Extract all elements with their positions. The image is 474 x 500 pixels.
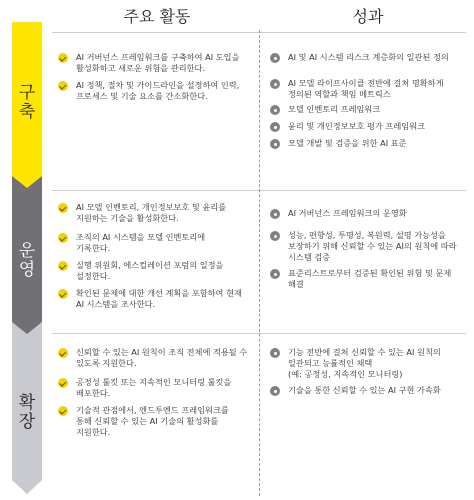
scale-activity-text: 공정성 툴킷 또는 지속적인 모니터링 툴킷을 배포한다. (76, 377, 232, 398)
build-outcome-item (270, 104, 466, 115)
build-outcome-text: AI 모델 라이프사이클 전반에 걸쳐 명확하게 정의된 역할과 책임 메트릭스 (288, 78, 444, 99)
operate-activity-item (58, 288, 254, 310)
dot-icon (270, 348, 280, 358)
scale-outcome-item (270, 385, 466, 396)
scale-activity-item (58, 377, 254, 399)
build-outcome-item (270, 121, 466, 132)
dot-icon (270, 79, 280, 89)
operate-outcome-item (270, 208, 466, 219)
build-outcome-text: AI 및 AI 시스템 리스크 계층화의 일관된 정의 (288, 52, 449, 62)
build-outcome-text: 윤리 및 개인정보보호 평가 프레임워크 (288, 121, 425, 131)
dot-icon (270, 231, 280, 241)
operate-activity-item (58, 232, 254, 254)
operate-activity-item (58, 260, 254, 282)
stage-label-build (12, 84, 42, 122)
check-icon (58, 289, 68, 299)
operate-activity-item (58, 202, 254, 224)
scale-outcome-text: 기술을 통한 신뢰할 수 있는 AI 구현 가속화 (288, 385, 441, 395)
stage-arrow-operate (12, 176, 42, 336)
dot-icon (270, 105, 280, 115)
scale-activity-text: 신뢰할 수 있는 AI 원칙이 조직 전체에 적용될 수 있도록 지원한다. (76, 347, 248, 368)
build-outcome-text: 모델 인벤토리 프레임워크 (288, 104, 381, 114)
activities-header: 주요 활동 (123, 7, 191, 26)
stage-label-build-char-1: 구 (18, 83, 36, 103)
build-outcome-item (270, 52, 466, 63)
check-icon (58, 378, 68, 388)
build-activity-item (58, 80, 254, 102)
build-activity-text: AI 정책, 절차 및 가이드라인을 설정하여 인력, 프로세스 및 기술 요소를 간소화한다. (76, 80, 240, 101)
dot-icon (270, 53, 280, 63)
dot-icon (270, 122, 280, 132)
dot-icon (270, 139, 280, 149)
operate-activity-text: 확인된 문제에 대한 개선 계획을 포함하여 현재 AI 시스템을 조사한다. (76, 288, 242, 309)
build-outcome-item (270, 138, 466, 149)
check-icon (58, 81, 68, 91)
operate-outcome-text: 성능, 편향성, 투명성, 복원력, 설명 가능성을 보장하기 위해 신뢰할 수 있는 AI의 원칙에 따라 시스템 검증 (288, 230, 457, 262)
stage-label-scale-char-2: 장 (18, 412, 36, 432)
operate-outcome-text: 표준리스트로부터 검증된 확인된 위험 및 문제 해결 (288, 268, 452, 289)
outcomes-header: 성과 (352, 7, 384, 26)
check-icon (58, 348, 68, 358)
scale-outcome-item (270, 347, 466, 380)
stage-label-operate-char-1: 운 (18, 241, 36, 261)
operate-activity-text: AI 모델 인벤토리, 개인정보보호 및 윤리를 지원하는 기술을 활성화한다. (76, 202, 227, 223)
operate-outcome-item (270, 230, 466, 263)
scale-activity-text: 기술적 관점에서, 엔드투엔드 프레임워크를 통해 신뢰할 수 있는 AI 기술의 활성화를 지원한다. (76, 405, 229, 437)
check-icon (58, 53, 68, 63)
dot-icon (270, 269, 280, 279)
stage-label-build-char-2: 축 (18, 102, 36, 122)
stage-label-scale-char-1: 확 (18, 393, 36, 413)
scale-activity-item (58, 347, 254, 369)
check-icon (58, 233, 68, 243)
operate-activity-text: 조직의 AI 시스템을 모델 인벤토리에 기록한다. (76, 232, 206, 253)
stage-label-operate (12, 242, 42, 280)
scale-outcome-text: 기능 전반에 걸쳐 신뢰할 수 있는 AI 원칙의 일관되고 능률적인 채택 (예: 공정성, 지속적인 모니터링) (288, 347, 441, 379)
build-outcome-item (270, 78, 466, 100)
check-icon (58, 261, 68, 271)
stage-arrow-build (12, 22, 42, 190)
operate-outcome-item (270, 268, 466, 290)
dot-icon (270, 386, 280, 396)
build-outcome-text: 모델 개발 및 검증을 위한 AI 표준 (288, 138, 407, 148)
stage-label-operate-char-2: 영 (18, 260, 36, 280)
check-icon (58, 203, 68, 213)
operate-outcome-text: AI 거버넌스 프레임워크의 운영화 (288, 208, 407, 218)
operate-activity-text: 실행 위원회, 에스컬레이션 포럼의 일정을 설정한다. (76, 260, 224, 281)
dot-icon (270, 209, 280, 219)
build-activity-item (58, 52, 254, 74)
column-divider (259, 30, 260, 496)
scale-activity-item (58, 405, 254, 438)
check-icon (58, 406, 68, 416)
stage-label-scale (12, 394, 42, 432)
build-activity-text: AI 거버넌스 프레임워크를 구축하여 AI 도입을 활성화하고 새로운 위험을 관리한다. (76, 52, 240, 73)
stage-arrow-scale (12, 322, 42, 494)
